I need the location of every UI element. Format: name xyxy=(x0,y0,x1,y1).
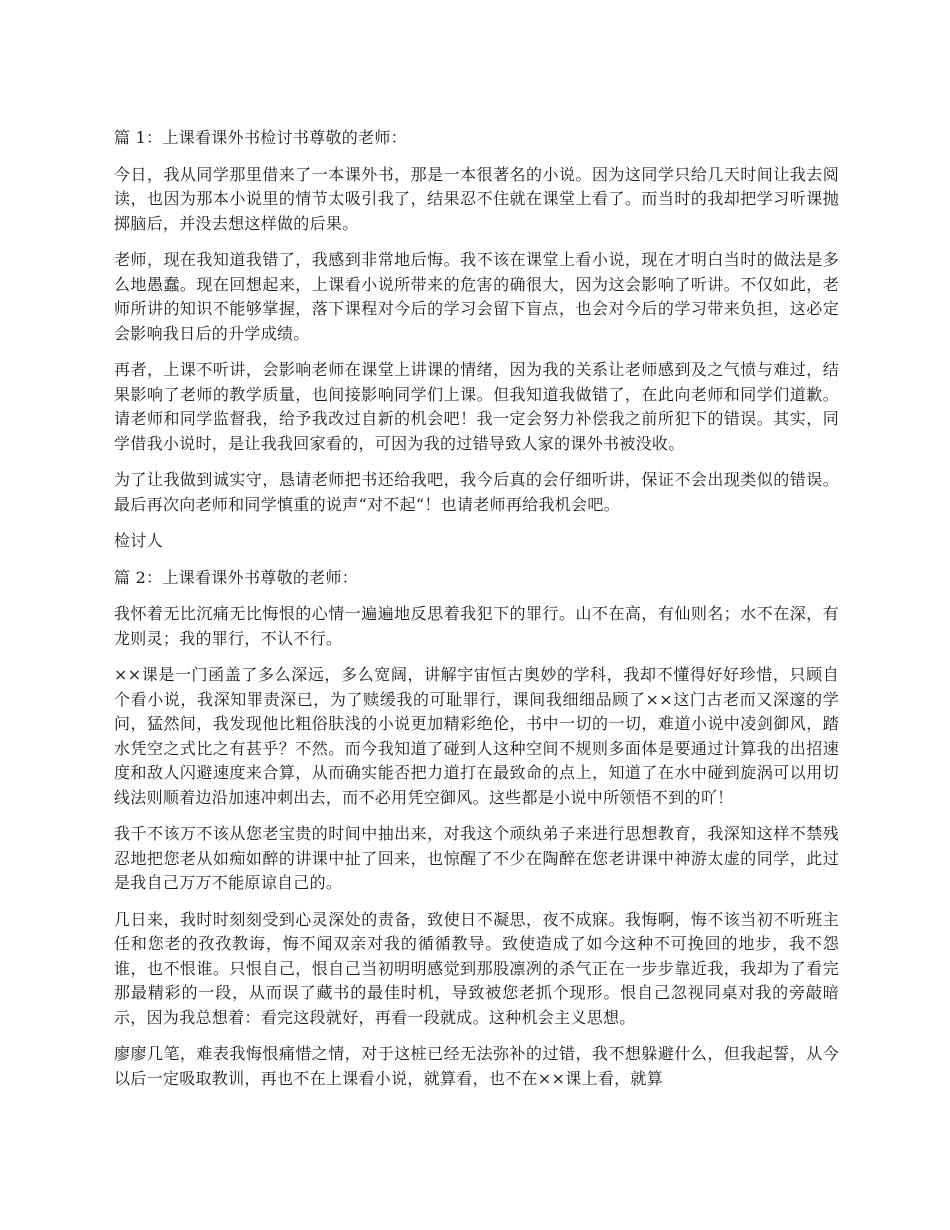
section-1-paragraph-1: 今日，我从同学那里借来了一本课外书，那是一本很著名的小说。因为这同学只给几天时间让我去阅读，也因为那本小说里的情节太吸引我了，结果忍不住就在课堂上看了。而当时的我却把学习听课抛掷脑后，并没去想这样做的后果。 xyxy=(114,164,839,233)
section-2-paragraph-3: 我千不该万不该从您老宝贵的时间中抽出来，对我这个顽纨弟子来进行思想教育，我深知这样不禁残忍地把您老从如痴如醉的讲课中扯了回来，也惊醒了不少在陶醉在您老讲课中神游太虚的同学，此过是我自己万万不能原谅自己的。 xyxy=(114,824,839,892)
document-page xyxy=(114,126,839,1103)
section-1-paragraph-3: 再者，上课不听讲，会影响老师在课堂上讲课的情绪，因为我的关系让老师感到及之气愤与难过，结果影响了老师的教学质量，也间接影响同学们上课。但我知道我做错了，在此向老师和同学们道歉。请老师和同学监督我，给予我改过自新的机会吧！我一定会努力补偿我之前所犯下的错误。其实，同学借我小说时，是让我我回家看的，可因为我的过错导致人家的课外书被没收。 xyxy=(114,360,839,453)
section-2-title: 篇 2：上课看课外书尊敬的老师： xyxy=(114,567,359,587)
section-1-paragraph-4: 为了让我做到诚实守，恳请老师把书还给我吧，我今后真的会仔细听讲，保证不会出现类似的错误。最后再次向老师和同学慎重的说声“对不起“！也请老师再给我机会吧。 xyxy=(114,470,839,514)
section-2-paragraph-1: 我怀着无比沉痛无比悔恨的心情一遍遍地反思着我犯下的罪行。山不在高，有仙则名；水不在深，有龙则灵；我的罪行，不认不行。 xyxy=(114,604,839,648)
section-1-signature: 检讨人 xyxy=(114,531,163,550)
section-2-paragraph-2: ××课是一门函盖了多么深远，多么宽阔，讲解宇宙恒古奥妙的学科，我却不懂得好好珍惜，只顾自个看小说，我深知罪责深已，为了赎缓我的可耻罪行，课间我细细品顾了××这门古老而又深邃的学问，猛然间，我发现他比粗俗肤浅的小说更加精彩绝伦，书中一切的一切，难道小说中凌剑御风，踏水凭空之式比之有甚乎？不然。而今我知道了碰到人这种空间不规则多面体是要通过计算我的出招速度和敌人闪避速度来合算，从而确实能否把力道打在最致命的点上，知道了在水中碰到旋涡可以用切线法则顺着边沿加速冲刺出去，而不必用凭空御风。这些都是小说中所领悟不到的吖！ xyxy=(114,665,839,807)
section-1-paragraph-2: 老师，现在我知道我错了，我感到非常地后悔。我不该在课堂上看小说，现在才明白当时的做法是多么地愚蠢。现在回想起来，上课看小说所带来的危害的确很大，因为这会影响了听讲。不仅如此，老师所讲的知识不能够掌握，落下课程对今后的学习会留下盲点，也会对今后的学习带来负担，这必定会影响我日后的升学成绩。 xyxy=(114,250,839,343)
section-2-paragraph-5: 廖廖几笔，难表我悔恨痛惜之情，对于这桩已经无法弥补的过错，我不想躲避什么，但我起誓，从今以后一定吸取教训，再也不在上课看小说，就算看，也不在××课上看，就算 xyxy=(114,1044,839,1088)
section-2-paragraph-4: 几日来，我时时刻刻受到心灵深处的责备，致使日不凝思，夜不成寐。我悔啊，悔不该当初不听班主任和您老的孜孜教诲，悔不闻双亲对我的循循教导。致使造成了如今这种不可挽回的地步，我不怨谁，也不恨谁。只恨自己，恨自己当初明明感觉到那股凛冽的杀气正在一步步靠近我，我却为了看完那最精彩的一段，从而误了藏书的最佳时机，导致被您老抓个现形。恨自己忽视同桌对我的旁敲暗示，因为我总想着：看完这段就好，再看一段就成。这种机会主义思想。 xyxy=(114,909,839,1027)
section-1-title: 篇 1：上课看课外书检讨书尊敬的老师： xyxy=(114,128,407,147)
